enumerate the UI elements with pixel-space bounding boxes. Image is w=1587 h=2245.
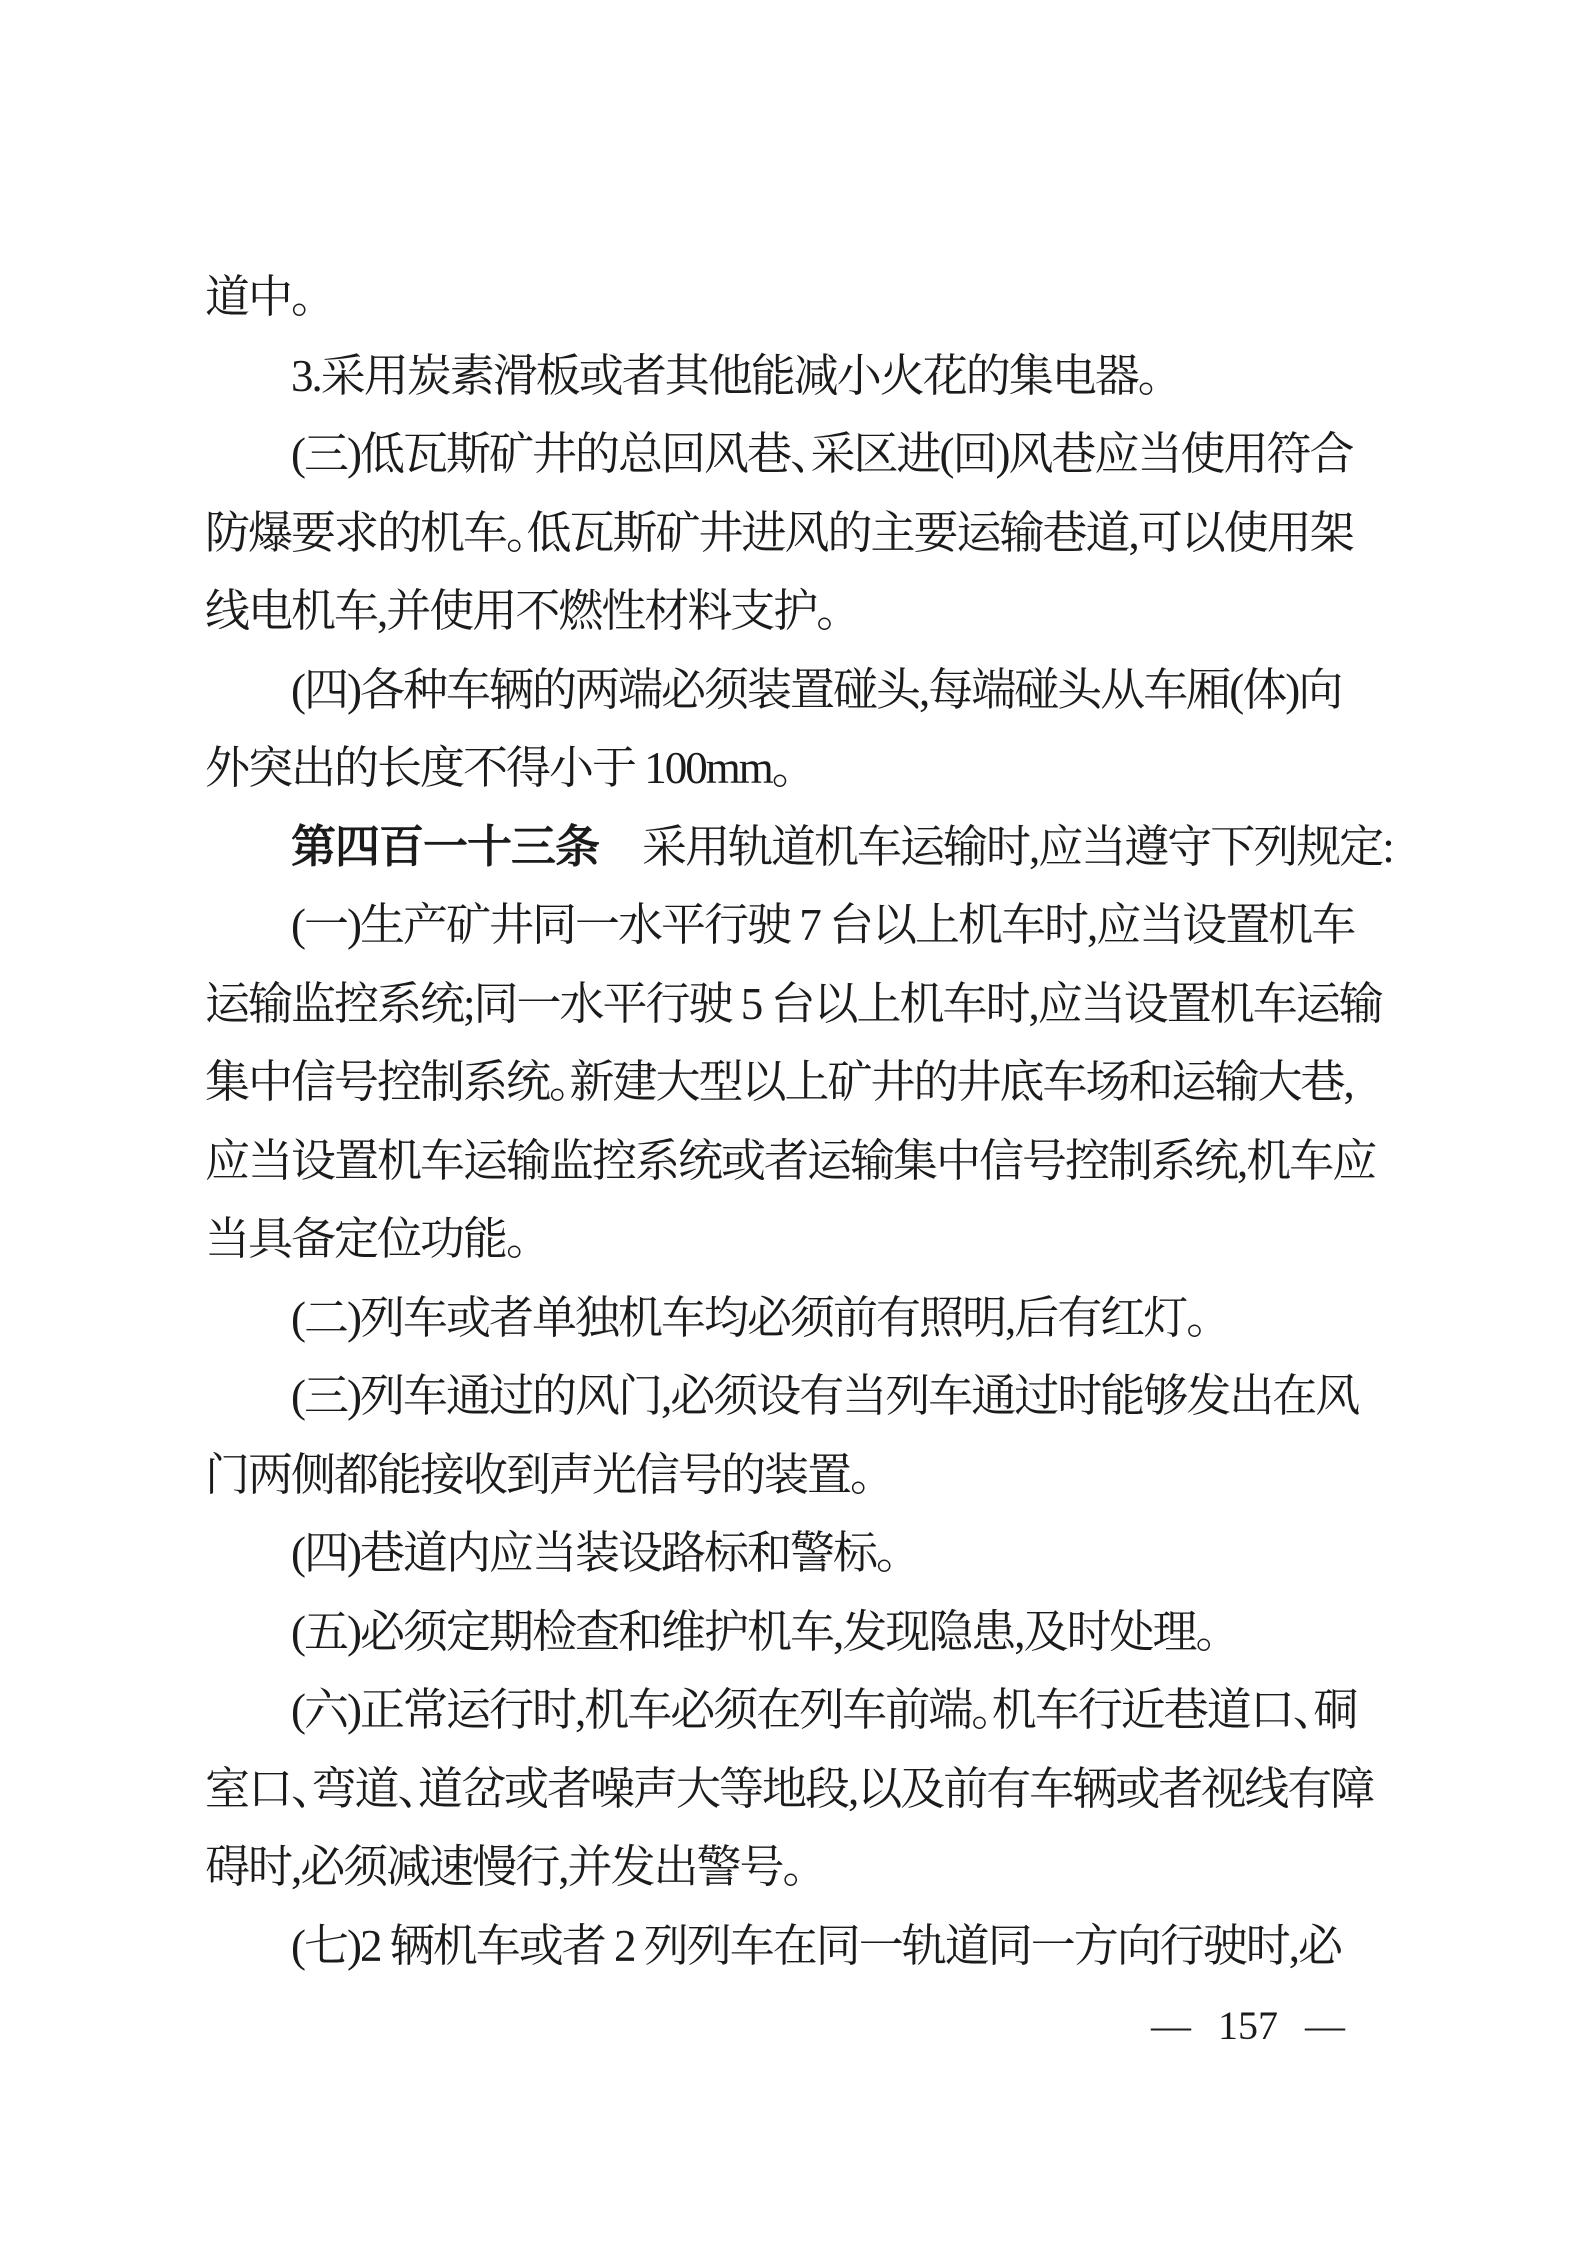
text-line: 第四百一十三条 采用轨道机车运输时,应当遵守下列规定: <box>291 820 1393 872</box>
text-line: (二)列车或者单独机车均必须前有照明,后有红灯。 <box>291 1292 1207 1343</box>
footer-dash-right: — <box>1305 2003 1345 2048</box>
text-line: (四)巷道内应当装设路标和警标。 <box>291 1528 897 1578</box>
text-line: (一)生产矿井同一水平行驶 7 台以上机车时,应当设置机车 <box>291 900 1355 950</box>
text-line: 外突出的长度不得小于 100mm。 <box>205 743 793 793</box>
text-line: (三)低瓦斯矿井的总回风巷、采区进(回)风巷应当使用符合 <box>291 429 1353 479</box>
text-line: 道中。 <box>205 272 312 322</box>
text-line: (三)列车通过的风门,必须设有当列车通过时能够发出在风 <box>291 1371 1359 1421</box>
footer-dash-left: — <box>1151 2003 1191 2048</box>
text-line: 集中信号控制系统。新建大型以上矿井的井底车场和运输大巷, <box>205 1057 1353 1107</box>
text-line: 室口、弯道、道岔或者噪声大等地段,以及前有车辆或者视线有障 <box>205 1763 1374 1814</box>
text-line: 碍时,必须减速慢行,并发出警号。 <box>205 1842 804 1892</box>
text-line: 防爆要求的机车。低瓦斯矿井进风的主要运输巷道,可以使用架 <box>205 507 1353 558</box>
text-line: 3.采用炭素滑板或者其他能减小火花的集电器。 <box>291 350 1159 401</box>
text-line: 线电机车,并使用不燃性材料支护。 <box>205 586 837 636</box>
text-line: (七)2 辆机车或者 2 列列车在同一轨道同一方向行驶时,必 <box>291 1920 1341 1971</box>
text-line: (六)正常运行时,机车必须在列车前端。机车行近巷道口、硐 <box>291 1685 1357 1735</box>
body-text <box>205 258 1393 1985</box>
article-number: 第四百一十三条 <box>291 820 600 872</box>
text-line: 门两侧都能接收到声光信号的装置。 <box>205 1449 871 1500</box>
page-footer <box>1063 2002 1433 2049</box>
text-line: (四)各种车辆的两端必须装置碰头,每端碰头从车厢(体)向 <box>291 664 1342 715</box>
text-line: (五)必须定期检查和维护机车,发现隐患,及时处理。 <box>291 1606 1216 1657</box>
text-line: 运输监控系统;同一水平行驶 5 台以上机车时,应当设置机车运输 <box>205 978 1382 1029</box>
page-number: 157 <box>1218 2003 1278 2048</box>
text-line: 应当设置机车运输监控系统或者运输集中信号控制系统,机车应 <box>205 1135 1376 1186</box>
text-line: 当具备定位功能。 <box>205 1214 527 1264</box>
